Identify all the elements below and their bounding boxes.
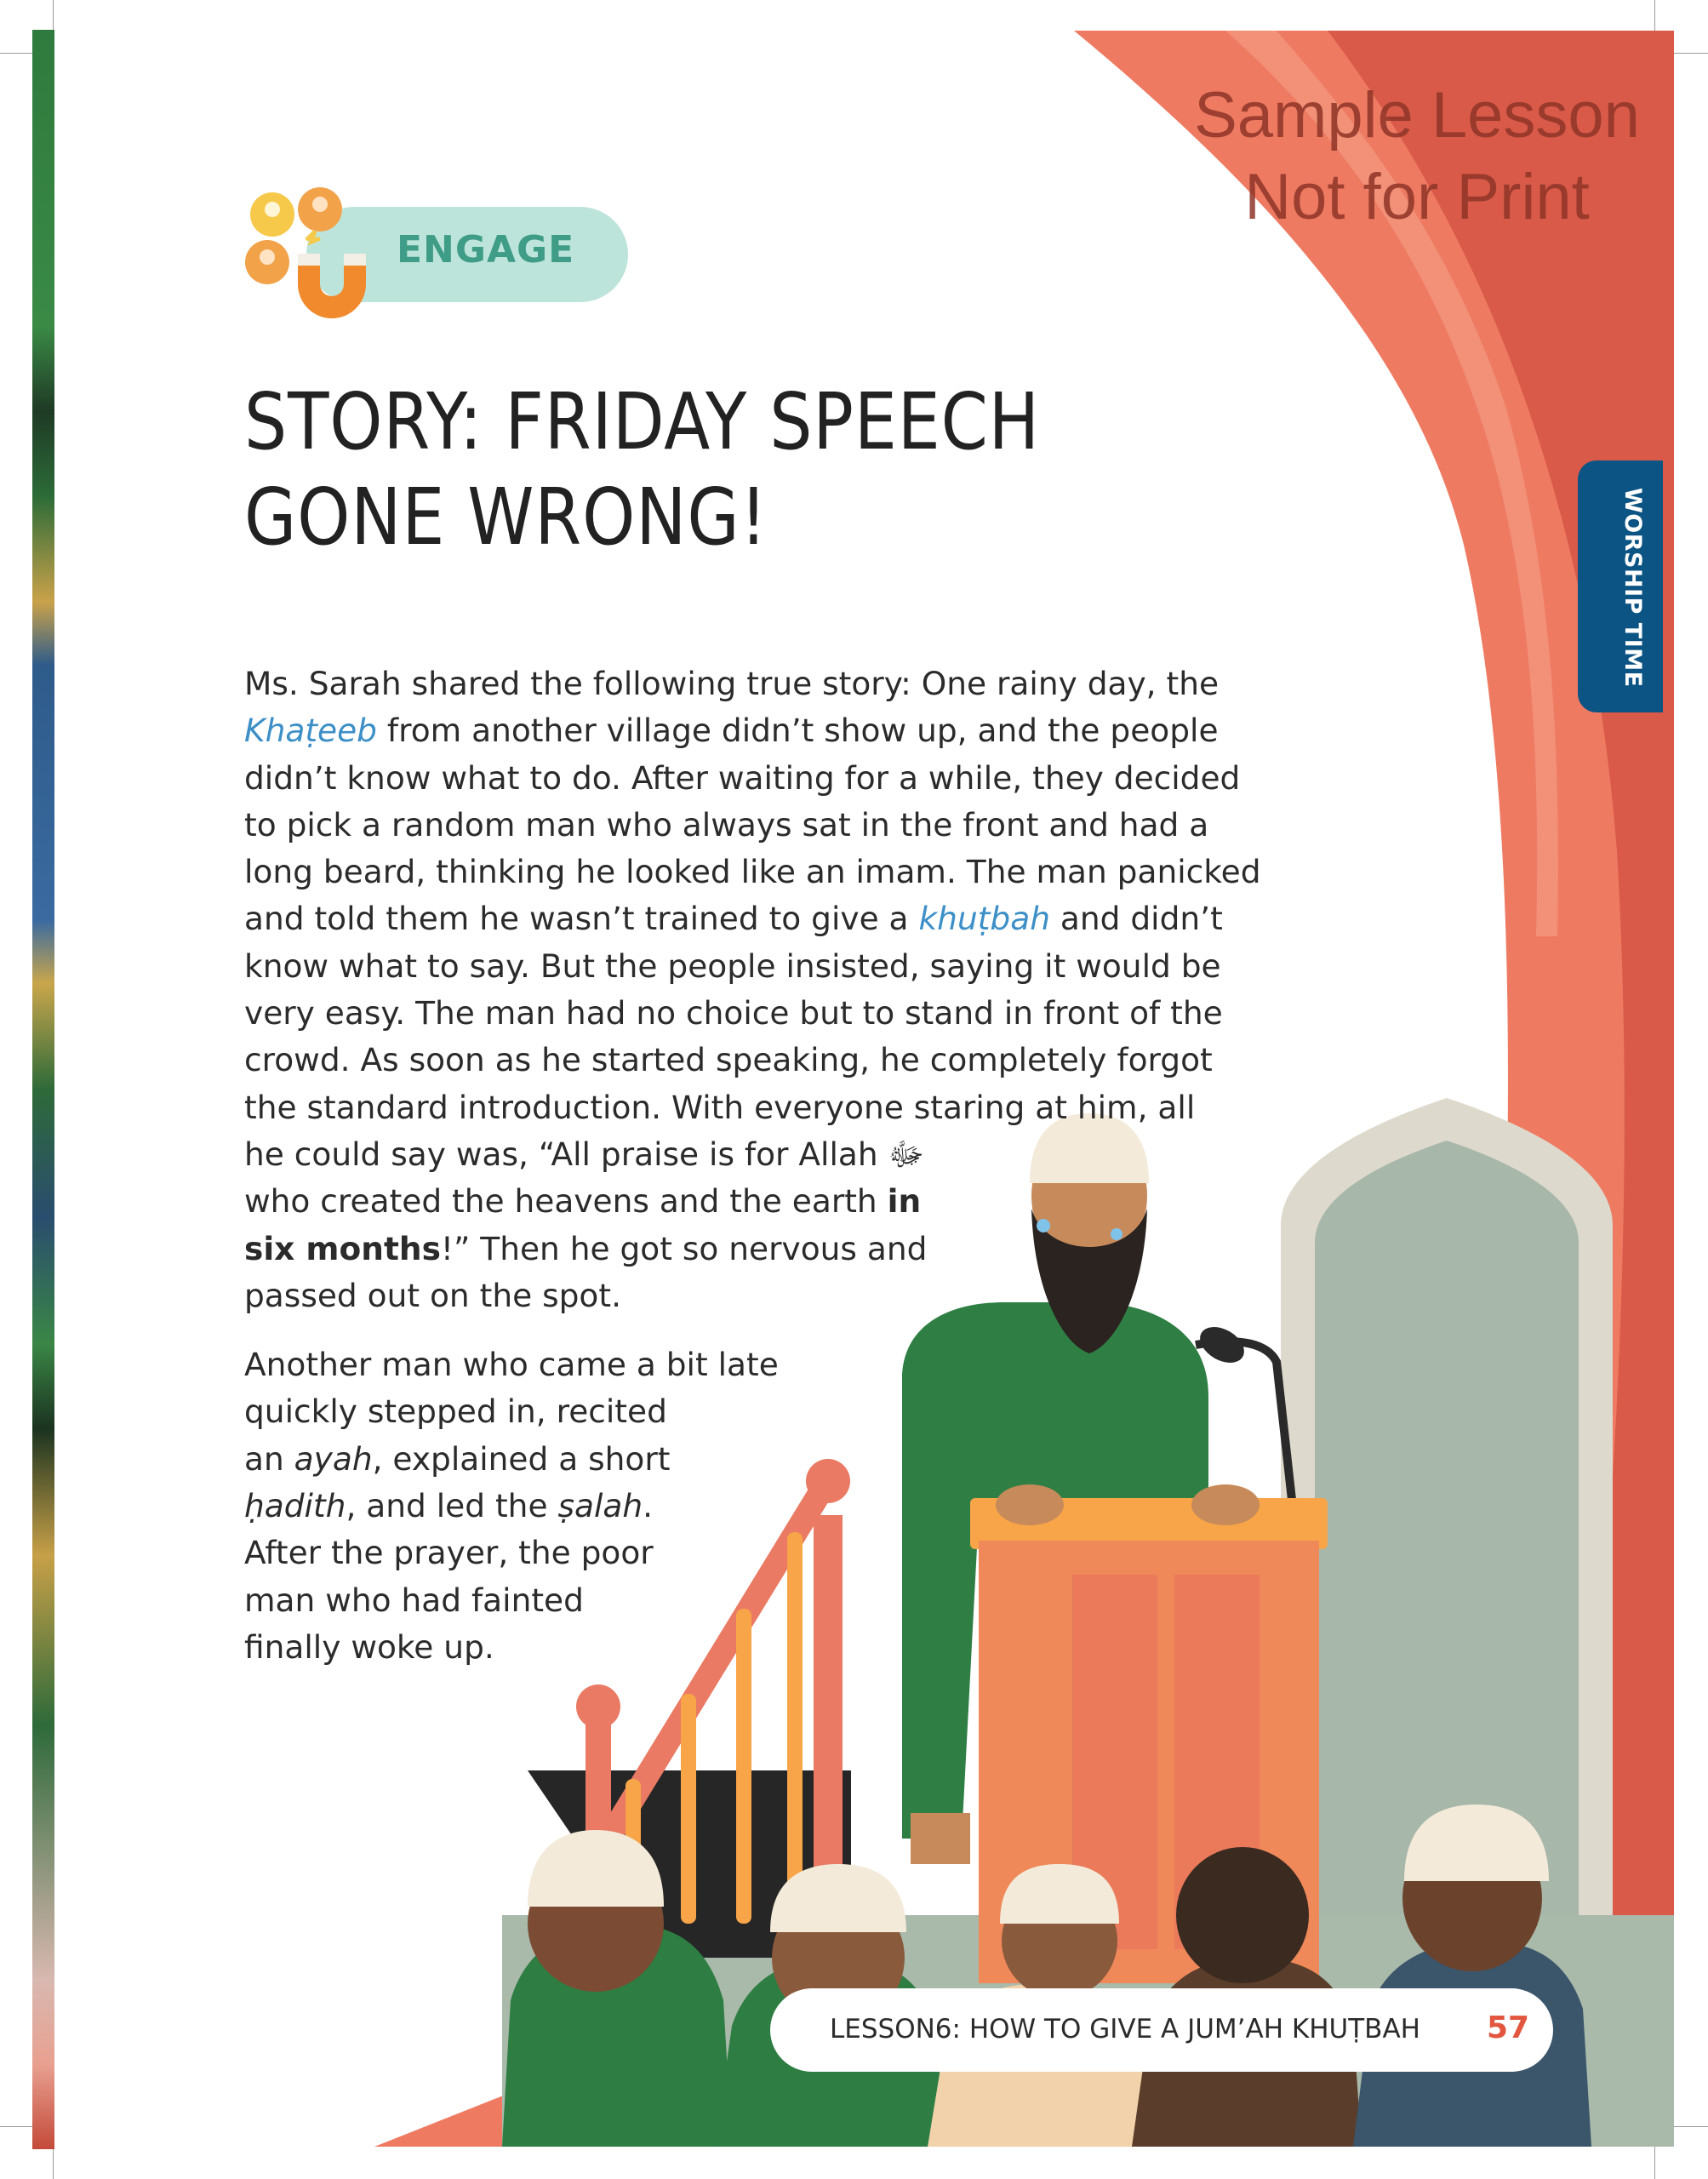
text-span: , and led the [346, 1487, 558, 1525]
text-line: man who had fainted [244, 1581, 584, 1619]
watermark-line-1: Sample Lesson [1194, 79, 1640, 152]
text-line [244, 1226, 1265, 1273]
text-span: who created the heavens and the earth [244, 1182, 888, 1221]
sample-watermark [1149, 75, 1685, 238]
text-line: Ms. Sarah shared the following true story: One rainy day, the [244, 665, 1220, 702]
text-span: , explained a short [372, 1439, 671, 1478]
text-span: !” Then he got so nervous and [440, 1229, 928, 1267]
bold-text: in [887, 1182, 922, 1221]
text-line [244, 1483, 1265, 1530]
story-body [244, 661, 1265, 1671]
text-line [244, 707, 1265, 754]
text-line [244, 1436, 1265, 1483]
engage-label: ENGAGE [397, 228, 575, 272]
watermark-line-2: Not for Print [1244, 161, 1590, 233]
text-span: an [244, 1439, 294, 1478]
text-line [244, 895, 1265, 942]
title-line-1: STORY: FRIDAY SPEECH [244, 376, 1041, 467]
text-line: After the prayer, the poor [244, 1534, 654, 1572]
text-line: know what to say. But the people insisted, saying it would be [244, 947, 1221, 985]
text-line: very easy. The man had no choice but to stand in front of the [244, 994, 1223, 1032]
title-line-2: GONE WRONG! [244, 472, 768, 563]
glossary-term-khutbah[interactable]: khuṭbah [918, 900, 1050, 938]
story-title [244, 375, 1049, 565]
glossary-term-khateeb[interactable]: Khaṭeeb [244, 712, 377, 750]
side-tab-label: WORSHIP TIME [1619, 487, 1646, 688]
story-paragraph-1 [244, 661, 1265, 1319]
text-line: passed out on the spot. [244, 1276, 621, 1314]
text-line: the standard introduction. With everyone staring at him, all [244, 1088, 1196, 1126]
bold-text: six months [244, 1229, 441, 1267]
text-line: Another man who came a bit late [244, 1346, 779, 1384]
text-span: . [643, 1487, 654, 1525]
italic-term: ṣalah [557, 1487, 643, 1525]
text-line [244, 1178, 1265, 1225]
story-paragraph-2 [244, 1341, 1265, 1671]
lesson-title-footer: LESSON6: HOW TO GIVE A JUM’AH KHUṬBAH [830, 2014, 1420, 2045]
text-line: finally woke up. [244, 1627, 494, 1666]
text-span: and didn’t [1049, 900, 1223, 938]
text-line: didn’t know what to do. After waiting for a while, they decided [244, 758, 1241, 797]
text-line: he could say was, “All praise is for Allah ﷻ [244, 1135, 924, 1173]
text-line: crowd. As soon as he started speaking, he completely forgot [244, 1041, 1213, 1079]
page-number: 57 [1486, 2010, 1530, 2045]
text-line: quickly stepped in, recited [244, 1393, 667, 1431]
text-span: from another village didn’t show up, and the people [377, 712, 1219, 750]
people-magnet-icon [238, 180, 383, 325]
text-line: long beard, thinking he looked like an imam. The man panicked [244, 853, 1261, 891]
text-line: to pick a random man who always sat in the front and had a [244, 805, 1209, 844]
italic-term: ayah [294, 1439, 373, 1478]
italic-term: ḥadith [244, 1487, 346, 1525]
text-span: and told them he wasn’t trained to give a [244, 900, 919, 938]
